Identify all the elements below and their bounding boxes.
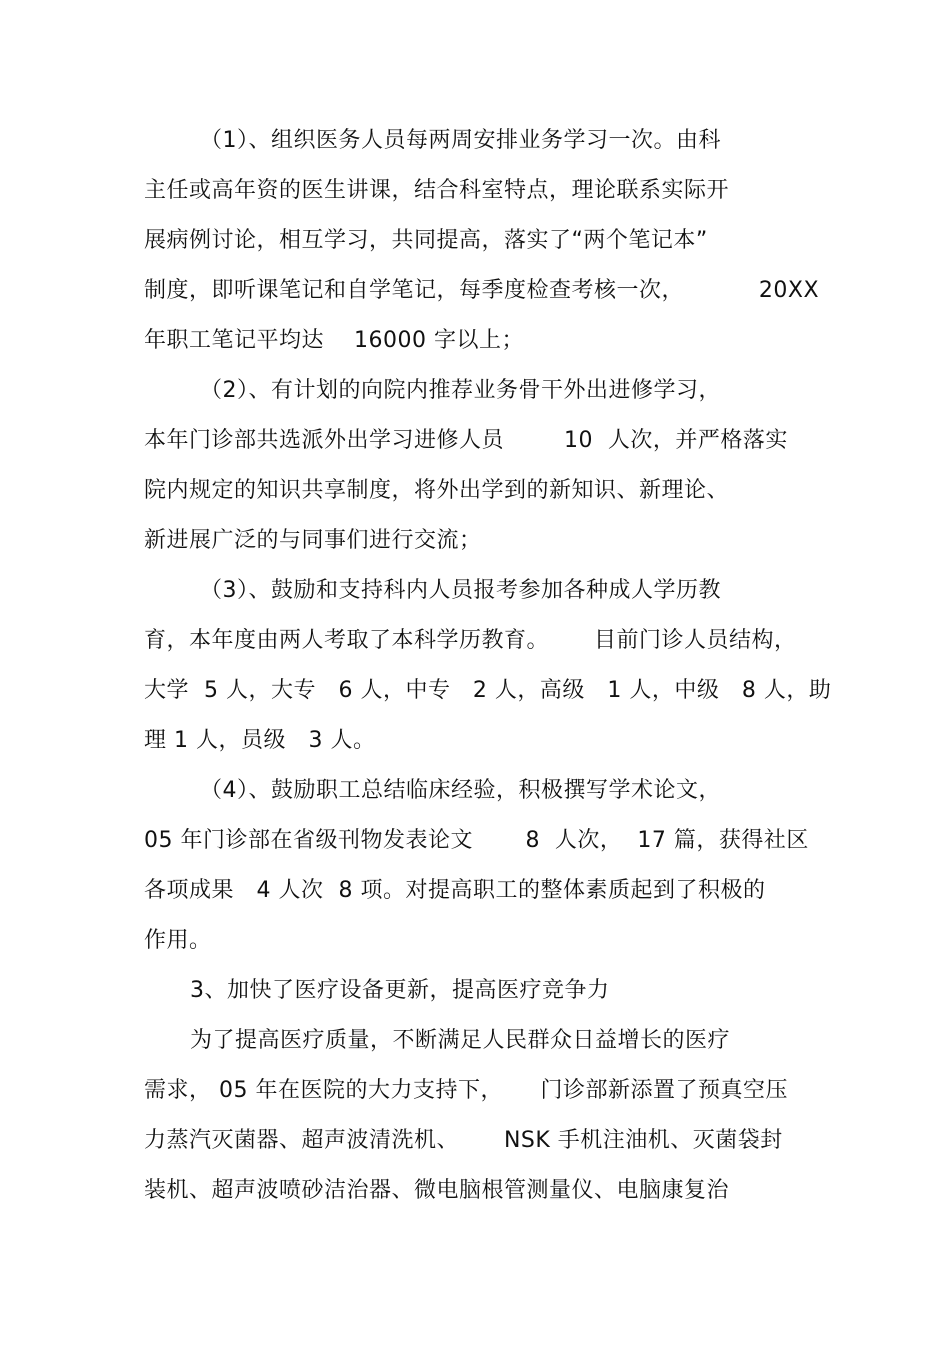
text-line: 主任或高年资的医生讲课，结合科室特点，理论联系实际开 bbox=[144, 178, 730, 203]
text-line: 大学 5 人，大专 6 人，中专 2 人，高级 1 人，中级 8 人，助 bbox=[144, 678, 832, 703]
text-line: 育，本年度由两人考取了本科学历教育。 目前门诊人员结构， bbox=[144, 628, 797, 653]
text-line: （1）、组织医务人员每两周安排业务学习一次。由科 bbox=[200, 128, 721, 153]
text-line: 本年门诊部共选派外出学习进修人员 10 人次，并严格落实 bbox=[144, 428, 788, 453]
text-line: 各项成果 4 人次 8 项。对提高职工的整体素质起到了积极的 bbox=[144, 878, 766, 903]
text-line: 院内规定的知识共享制度，将外出学到的新知识、新理论、 bbox=[144, 478, 730, 503]
text-line: 为了提高医疗质量，不断满足人民群众日益增长的医疗 bbox=[190, 1028, 731, 1053]
text-line: 年职工笔记平均达 16000 字以上； bbox=[144, 328, 524, 353]
text-line: 需求， 05 年在医院的大力支持下， 门诊部新添置了预真空压 bbox=[144, 1078, 788, 1103]
text-line: （3）、鼓励和支持科内人员报考参加各种成人学历教 bbox=[200, 578, 721, 603]
text-line: 新进展广泛的与同事们进行交流； bbox=[144, 528, 482, 553]
text-line: 理 1 人，员级 3 人。 bbox=[144, 728, 376, 753]
text-line: （2）、有计划的向院内推荐业务骨干外出进修学习， bbox=[200, 378, 721, 403]
section-heading: 3、加快了医疗设备更新，提高医疗竞争力 bbox=[190, 978, 610, 1003]
text-line: 作用。 bbox=[144, 928, 212, 953]
text-line: （4）、鼓励职工总结临床经验，积极撰写学术论文， bbox=[200, 778, 721, 803]
text-line: 制度，即听课笔记和自学笔记，每季度检查考核一次， 20XX bbox=[144, 278, 820, 303]
text-line: 展病例讨论，相互学习，共同提高，落实了“两个笔记本” bbox=[144, 228, 708, 253]
text-line: 装机、超声波喷砂洁治器、微电脑根管测量仪、电脑康复治 bbox=[144, 1178, 730, 1203]
text-line: 05 年门诊部在省级刊物发表论文 8 人次， 17 篇，获得社区 bbox=[144, 828, 809, 853]
text-line: 力蒸汽灭菌器、超声波清洗机、 NSK 手机注油机、灭菌袋封 bbox=[144, 1128, 783, 1153]
